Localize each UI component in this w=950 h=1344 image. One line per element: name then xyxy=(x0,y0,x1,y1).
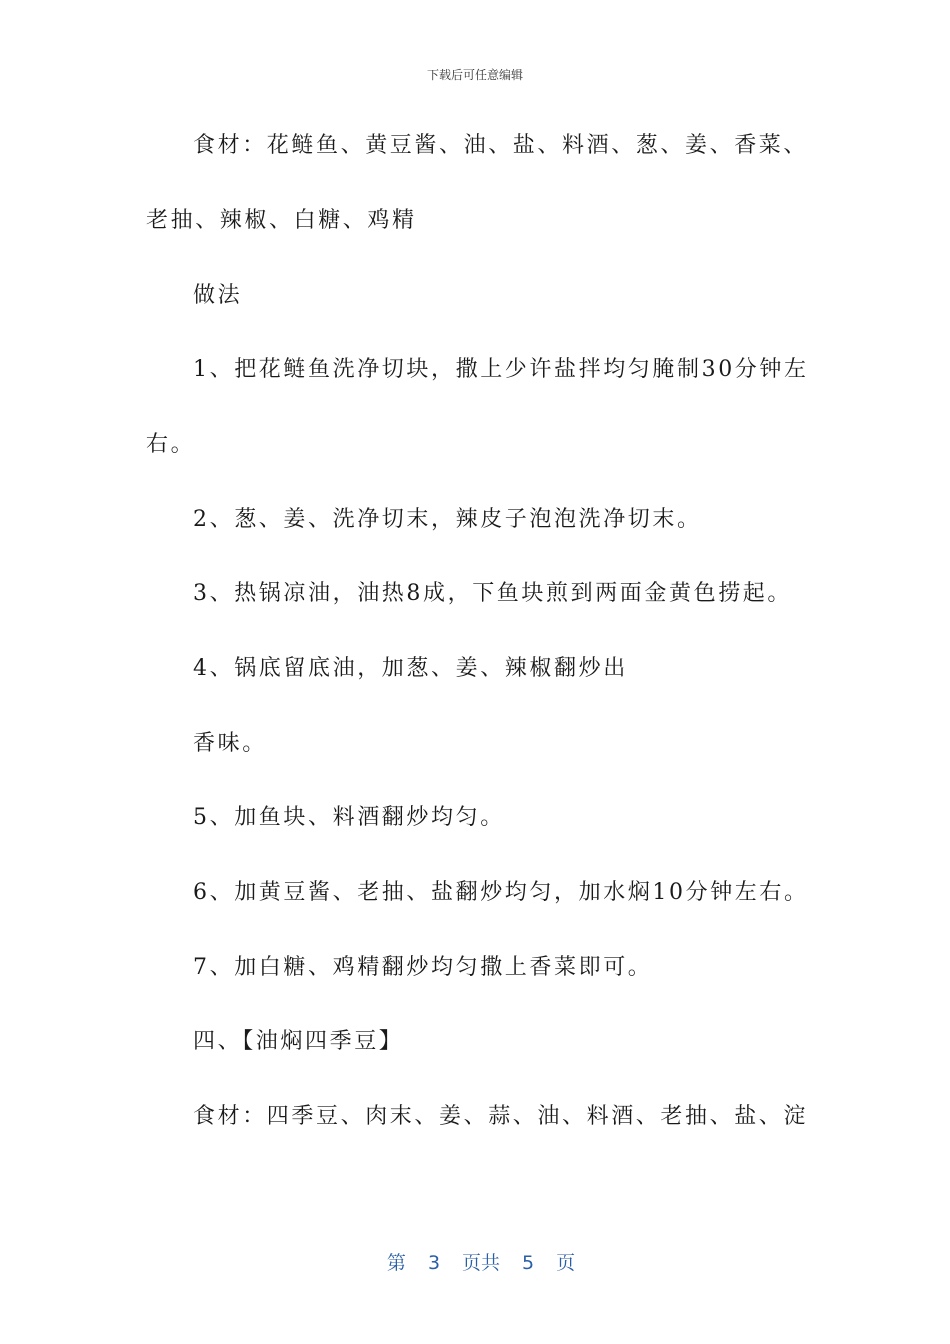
text-line: 4、锅底留底油，加葱、姜、辣椒翻炒出 xyxy=(193,656,628,681)
footer-middle: 页共 xyxy=(462,1252,501,1274)
footer-suffix: 页 xyxy=(556,1252,576,1274)
section-heading: 做法 xyxy=(193,283,243,308)
text-line: 老抽、辣椒、白糖、鸡精 xyxy=(146,208,417,233)
text-line: 5、加鱼块、料酒翻炒均匀。 xyxy=(193,805,505,830)
text-line: 右。 xyxy=(146,432,196,457)
page-footer xyxy=(0,1226,950,1275)
text-line: 1、把花鲢鱼洗净切块，撒上少许盐拌均匀腌制30分钟左 xyxy=(193,357,809,382)
text-line: 7、加白糖、鸡精翻炒均匀撒上香菜即可。 xyxy=(193,955,653,980)
text-line: 香味。 xyxy=(193,731,267,756)
text-line: 3、热锅凉油，油热8成，下鱼块煎到两面金黄色捞起。 xyxy=(193,581,792,606)
text-line: 食材：花鲢鱼、黄豆酱、油、盐、料酒、葱、姜、香菜、 xyxy=(193,133,809,158)
footer-prefix: 第 xyxy=(386,1252,406,1274)
section-heading: 四、【油焖四季豆】 xyxy=(193,1029,404,1054)
footer-current-page: 3 xyxy=(427,1252,441,1274)
text-line: 2、葱、姜、洗净切末，辣皮子泡泡洗净切末。 xyxy=(193,507,702,532)
text-line: 食材：四季豆、肉末、姜、蒜、油、料酒、老抽、盐、淀 xyxy=(193,1104,809,1129)
text-line: 6、加黄豆酱、老抽、盐翻炒均匀，加水焖10分钟左右。 xyxy=(193,880,809,905)
page-header-note: 下载后可任意编辑 xyxy=(426,68,523,82)
footer-total-pages: 5 xyxy=(522,1252,535,1274)
